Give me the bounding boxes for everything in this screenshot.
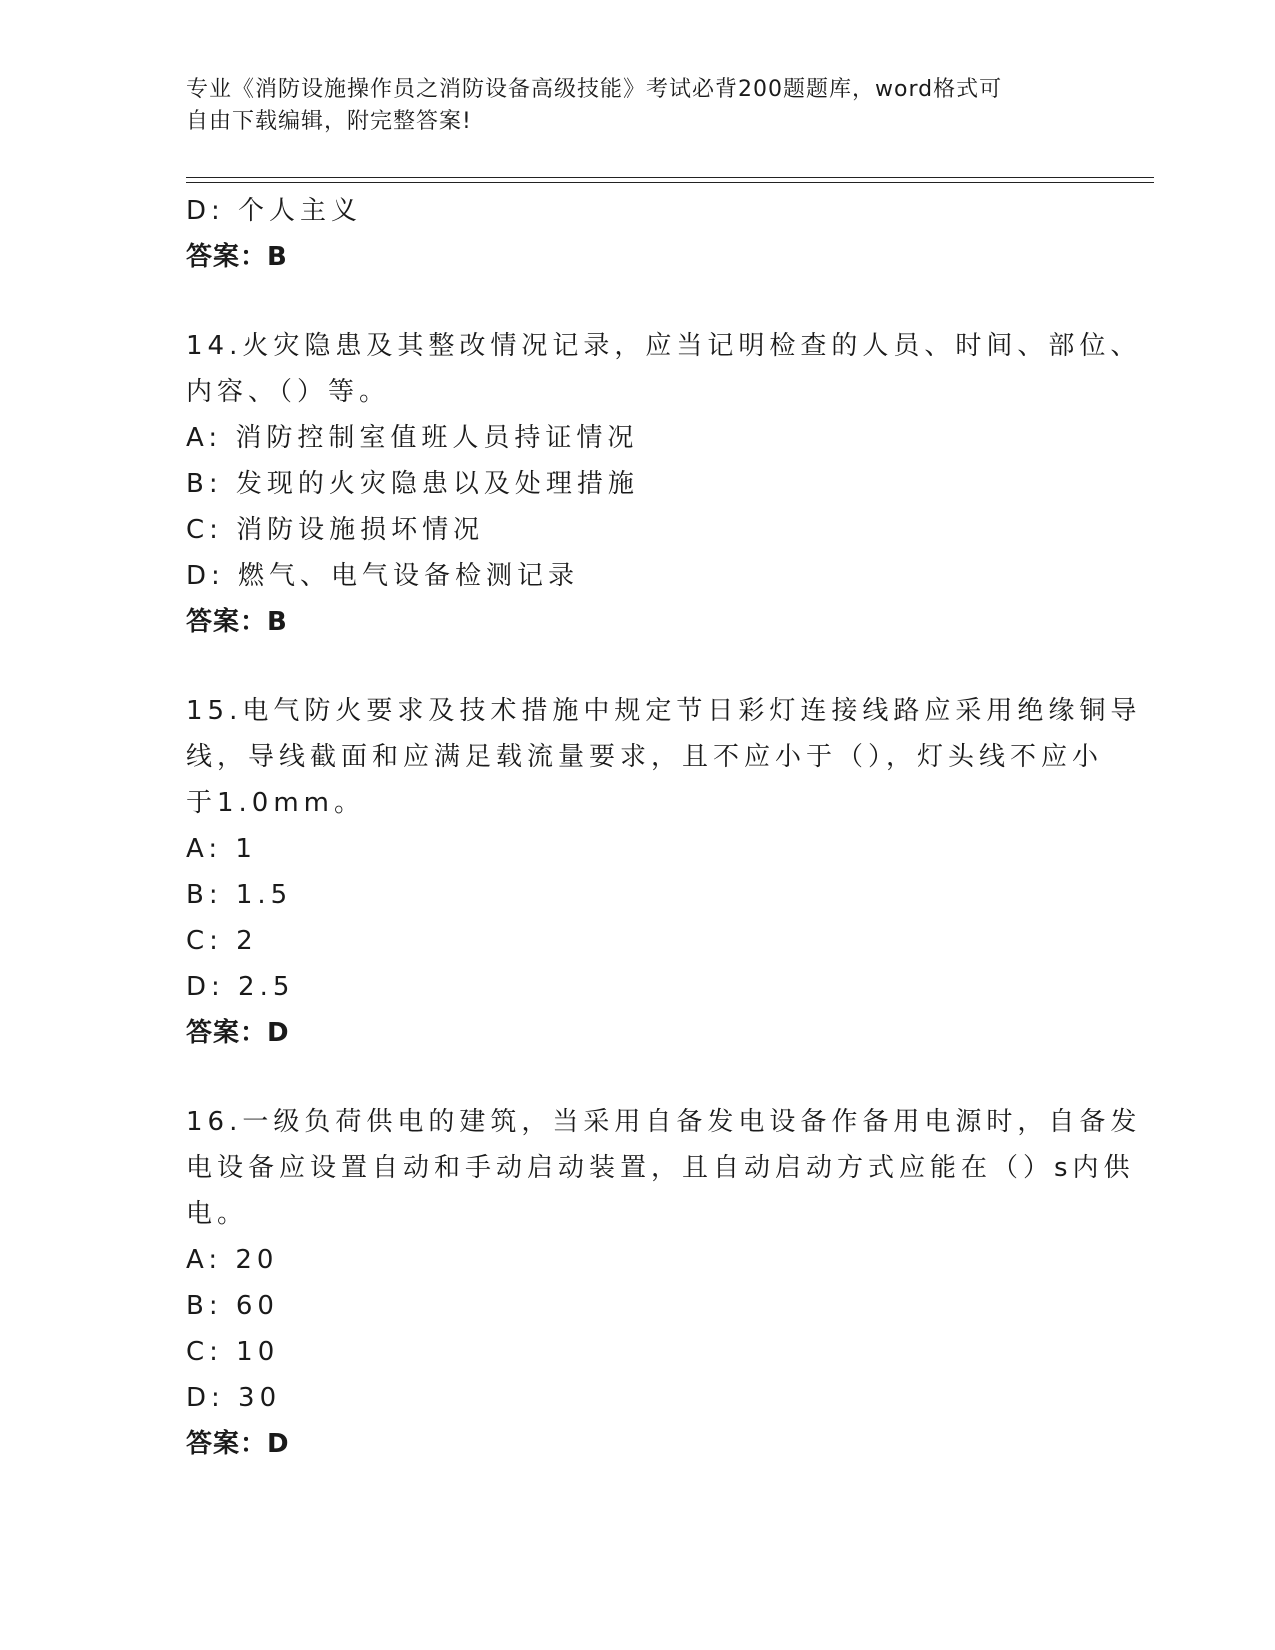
- q16-option-c: C: 10: [186, 1337, 280, 1367]
- q14-option-a: A: 消防控制室值班人员持证情况: [186, 423, 639, 453]
- q15-option-d: D: 2.5: [186, 972, 295, 1002]
- q16-option-b: B: 60: [186, 1291, 279, 1321]
- question-16-line-1: 16.一级负荷供电的建筑，当采用自备发电设备作备用电源时，自备发: [186, 1107, 1142, 1137]
- question-15-line-3: 于1.0mm。: [186, 788, 366, 818]
- header-line-2: 自由下载编辑，附完整答案!: [186, 109, 472, 134]
- q16-answer: 答案：D: [186, 1429, 290, 1459]
- q15-option-b: B: 1.5: [186, 880, 293, 910]
- question-15: [186, 688, 1142, 826]
- question-16-line-3: 电。: [186, 1199, 249, 1229]
- q14-option-c: C: 消防设施损坏情况: [186, 515, 485, 545]
- prev-answer: 答案：B: [186, 242, 288, 272]
- q16-option-d: D: 30: [186, 1383, 282, 1413]
- q15-answer: 答案：D: [186, 1018, 290, 1048]
- spacer: [186, 1056, 1086, 1099]
- header-rule-bottom: [186, 182, 1154, 183]
- q15-option-a: A: 1: [186, 834, 257, 864]
- question-15-line-2: 线，导线截面和应满足载流量要求，且不应小于（），灯头线不应小: [186, 742, 1104, 772]
- document-header: [186, 74, 1066, 138]
- question-14: [186, 323, 1142, 415]
- q14-option-d: D: 燃气、电气设备检测记录: [186, 561, 580, 591]
- spacer: [186, 645, 1086, 688]
- question-14-line-1: 14.火灾隐患及其整改情况记录，应当记明检查的人员、时间、部位、: [186, 331, 1142, 361]
- q14-option-b: B: 发现的火灾隐患以及处理措施: [186, 469, 639, 499]
- question-15-line-1: 15.电气防火要求及技术措施中规定节日彩灯连接线路应采用绝缘铜导: [186, 696, 1142, 726]
- q14-answer: 答案：B: [186, 607, 288, 637]
- question-16-line-2: 电设备应设置自动和手动启动装置，且自动启动方式应能在（）s内供: [186, 1153, 1135, 1183]
- q16-option-a: A: 20: [186, 1245, 279, 1275]
- q15-option-c: C: 2: [186, 926, 258, 956]
- question-16: [186, 1099, 1142, 1237]
- question-14-line-2: 内容、（）等。: [186, 377, 391, 407]
- spacer: [186, 280, 1086, 323]
- prev-option-d: D: 个人主义: [186, 196, 363, 226]
- header-rule-top: [186, 177, 1154, 178]
- header-line-1: 专业《消防设施操作员之消防设备高级技能》考试必背200题题库，word格式可: [186, 77, 1003, 102]
- document-body: [186, 188, 1142, 1467]
